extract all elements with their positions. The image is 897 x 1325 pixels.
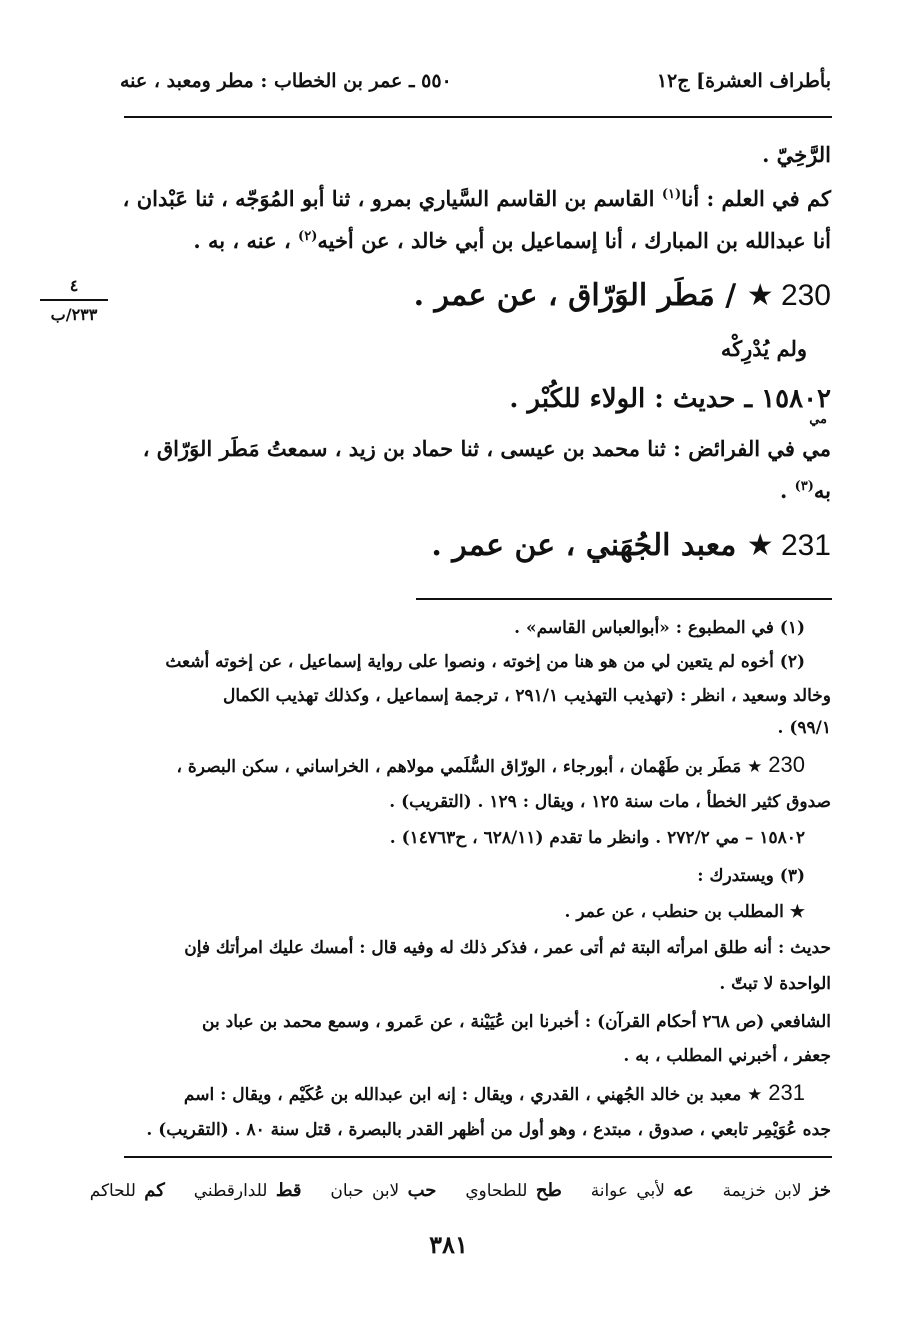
footnote-3-star-entry: ★ المطلب بن حنطب ، عن عمر .	[564, 902, 805, 922]
body-line-7: مي في الفرائض : ثنا محمد بن عيسى ، ثنا حماد بن زيد ، سمعتُ مَطَر الوَرّاق ،	[142, 436, 831, 461]
body-line-3: أنا عبدالله بن المبارك ، أنا إسماعيل بن أبي خالد ، عن أخيه$^{(٢)}$ ، عنه ، به .	[193, 228, 831, 253]
marginal-siglum: مي	[809, 412, 827, 427]
abbr-item: خز لابن خزيمة	[722, 1180, 831, 1201]
margin-note-bottom: ٢٣٣/ب	[50, 304, 98, 324]
footnote-3-hadith-line-2: الواحدة لا تبتّ .	[719, 974, 831, 994]
page-number: ٣٨١	[429, 1230, 468, 1259]
footnote-2-line-2: وخالد وسعيد ، انظر : (تهذيب التهذيب ٢٩١/١ ، ترجمة إسماعيل ، وكذلك تهذيب الكمال	[223, 686, 831, 706]
margin-note-top: ٤	[69, 276, 79, 295]
footnote-ref-1: (١)	[661, 187, 682, 202]
star-icon: ★	[746, 528, 774, 563]
margin-note	[34, 276, 114, 324]
body-line-1: الرَّخِيّ .	[762, 142, 831, 167]
running-header-left: ٥٥٠ ـ عمر بن الخطاب : مطر ومعبد ، عنه	[120, 70, 452, 92]
footnote-ref-3: (٣)	[794, 479, 814, 494]
footnote-2-line-3: ٩٩/١) .	[777, 718, 831, 738]
bottom-rule	[124, 1156, 832, 1158]
footnote-230-line-2: صدوق كثير الخطأ ، مات سنة ١٢٥ ، ويقال : ١٢٩ . (التقريب) .	[389, 792, 831, 812]
footnote-3-source-line-2: جعفر ، أخبرني المطلب ، به .	[623, 1046, 831, 1066]
entry-230-number: 230	[780, 279, 831, 312]
abbr-item: عه لأبي عوانة	[590, 1180, 694, 1201]
star-icon: ★	[747, 757, 763, 777]
footnote-1: (١) في المطبوع : «أبوالعباس القاسم» .	[514, 618, 805, 638]
abbr-item: قط للدارقطني	[193, 1180, 302, 1201]
margin-note-divider	[40, 299, 108, 301]
abbr-item: كم للحاكم	[89, 1180, 165, 1201]
star-icon: ★	[747, 1085, 763, 1105]
entry-231-heading: 231 ★ معبد الجُهَني ، عن عمر .	[431, 528, 831, 563]
footnote-2-line-1: (٢) أخوه لم يتعين لي من هو هنا من إخوته ، ونصوا على رواية إسماعيل ، عن إخوته أشعث	[165, 652, 805, 672]
footnote-231-number: 231	[768, 1080, 805, 1105]
hadith-15802-heading: ١٥٨٠٢ ـ حديث : الولاء للكُبْر .	[509, 384, 831, 414]
abbreviation-key	[70, 1180, 831, 1201]
footnote-ref-2: (٢)	[298, 229, 318, 244]
footnote-230-line-1: 230 ★ مَطَر بن طَهْمان ، أبورجاء ، الورّاق السُّلَمي مولاهم ، الخراساني ، سكن البصرة ،	[176, 752, 805, 777]
entry-231-number: 231	[780, 529, 831, 562]
footnote-230-number: 230	[768, 752, 805, 777]
running-header-right: بأطراف العشرة] ج١٢	[656, 70, 831, 92]
footnote-231-line-1: 231 ★ معبد بن خالد الجُهني ، القدري ، ويقال : إنه ابن عبدالله بن عُكَيْم ، ويقال : اسم	[183, 1080, 805, 1105]
entry-230-heading: 230 ★ / مَطَر الوَرّاق ، عن عمر .	[413, 278, 831, 313]
header-rule	[124, 116, 832, 118]
body-line-5: ولم يُدْرِكْه	[720, 336, 807, 361]
abbr-item: طح للطحاوي	[465, 1180, 562, 1201]
body-line-2: كم في العلم : أنا$^{(١)}$ القاسم بن القاسم السَّياري بمرو ، ثنا أبو المُوَجّه ، ثنا عَبْدان ،	[122, 186, 831, 211]
body-line-8: به$^{(٣)}$ .	[779, 478, 831, 503]
footnote-15802: ١٥٨٠٢ – مي ٢٧٢/٢ . وانظر ما تقدم (٦٢٨/١١ ، ح١٤٧٦٣) .	[389, 828, 805, 848]
footnote-rule	[416, 598, 832, 600]
footnote-3-hadith-line-1: حديث : أنه طلق امرأته البتة ثم أتى عمر ، فذكر ذلك له وفيه قال : أمسك عليك امرأتك فإن	[184, 938, 831, 958]
abbr-item: حب لابن حبان	[330, 1180, 437, 1201]
footnote-3: (٣) ويستدرك :	[697, 866, 805, 886]
star-icon: ★	[746, 278, 774, 313]
footnote-3-source-line-1: الشافعي (ص ٢٦٨ أحكام القرآن) : أخبرنا ابن عُيَيْنة ، عن عَمرو ، وسمع محمد بن عباد بن	[202, 1012, 831, 1032]
footnote-231-line-2: جده عُوَيْمِر تابعي ، صدوق ، مبتدع ، وهو أول من أظهر القدر بالبصرة ، قتل سنة ٨٠ . (التقريب) .	[146, 1120, 831, 1140]
